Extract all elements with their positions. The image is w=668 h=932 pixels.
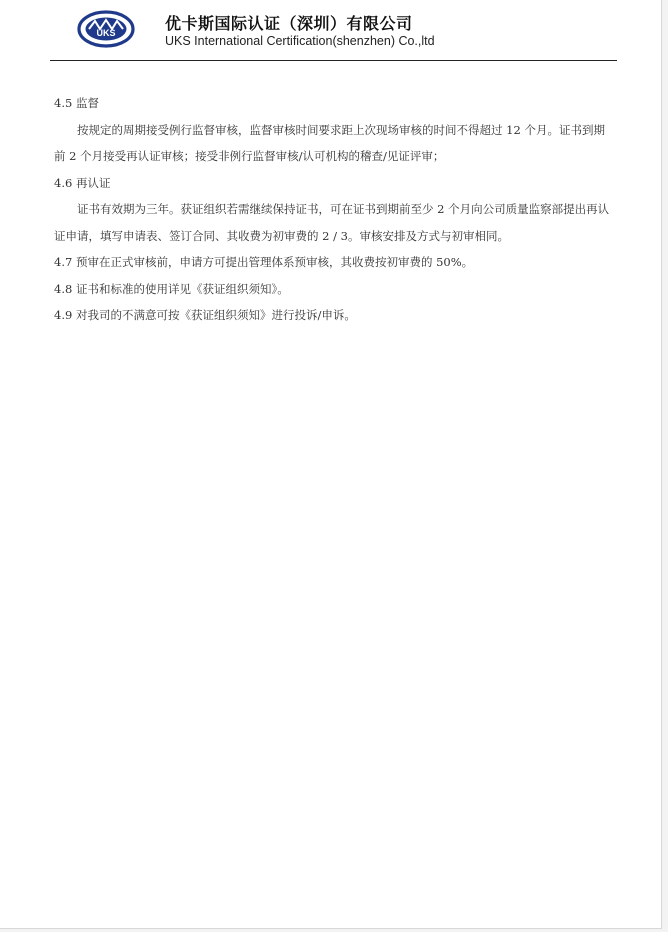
uks-logo-icon [75, 9, 137, 49]
section-4-5-body: 按规定的周期接受例行监督审核，监督审核时间要求距上次现场审核的时间不得超过 12 个月。证书到期前 2 个月接受再认证审核；接受非例行监督审核/认可机构的稽查/见证评审； [54, 122, 605, 163]
page-header [50, 8, 617, 61]
section-4-6-title: 4.6 再认证 [54, 175, 111, 190]
section-4-8: 4.8 证书和标准的使用详见《获证组织须知》。 [54, 281, 289, 296]
document-body [54, 90, 610, 329]
section-4-6-body: 证书有效期为三年。获证组织若需继续保持证书，可在证书到期前至少 2 个月向公司质量监察部提出再认证申请，填写申请表、签订合同、其收费为初审费的 2 / 3。审核安排及方式与初审相同。 [54, 202, 610, 243]
company-name-en: UKS International Certification(shenzhen) Co.,ltd [165, 34, 435, 48]
logo-text: UKS [96, 28, 116, 38]
section-4-9: 4.9 对我司的不满意可按《获证组织须知》进行投诉/申诉。 [54, 308, 356, 322]
section-4-7: 4.7 预审在正式审核前，申请方可提出管理体系预审核，其收费按初审费的 50%。 [54, 255, 474, 269]
section-4-5-title: 4.5 监督 [54, 96, 99, 110]
company-name-cn: 优卡斯国际认证（深圳）有限公司 [165, 14, 413, 33]
